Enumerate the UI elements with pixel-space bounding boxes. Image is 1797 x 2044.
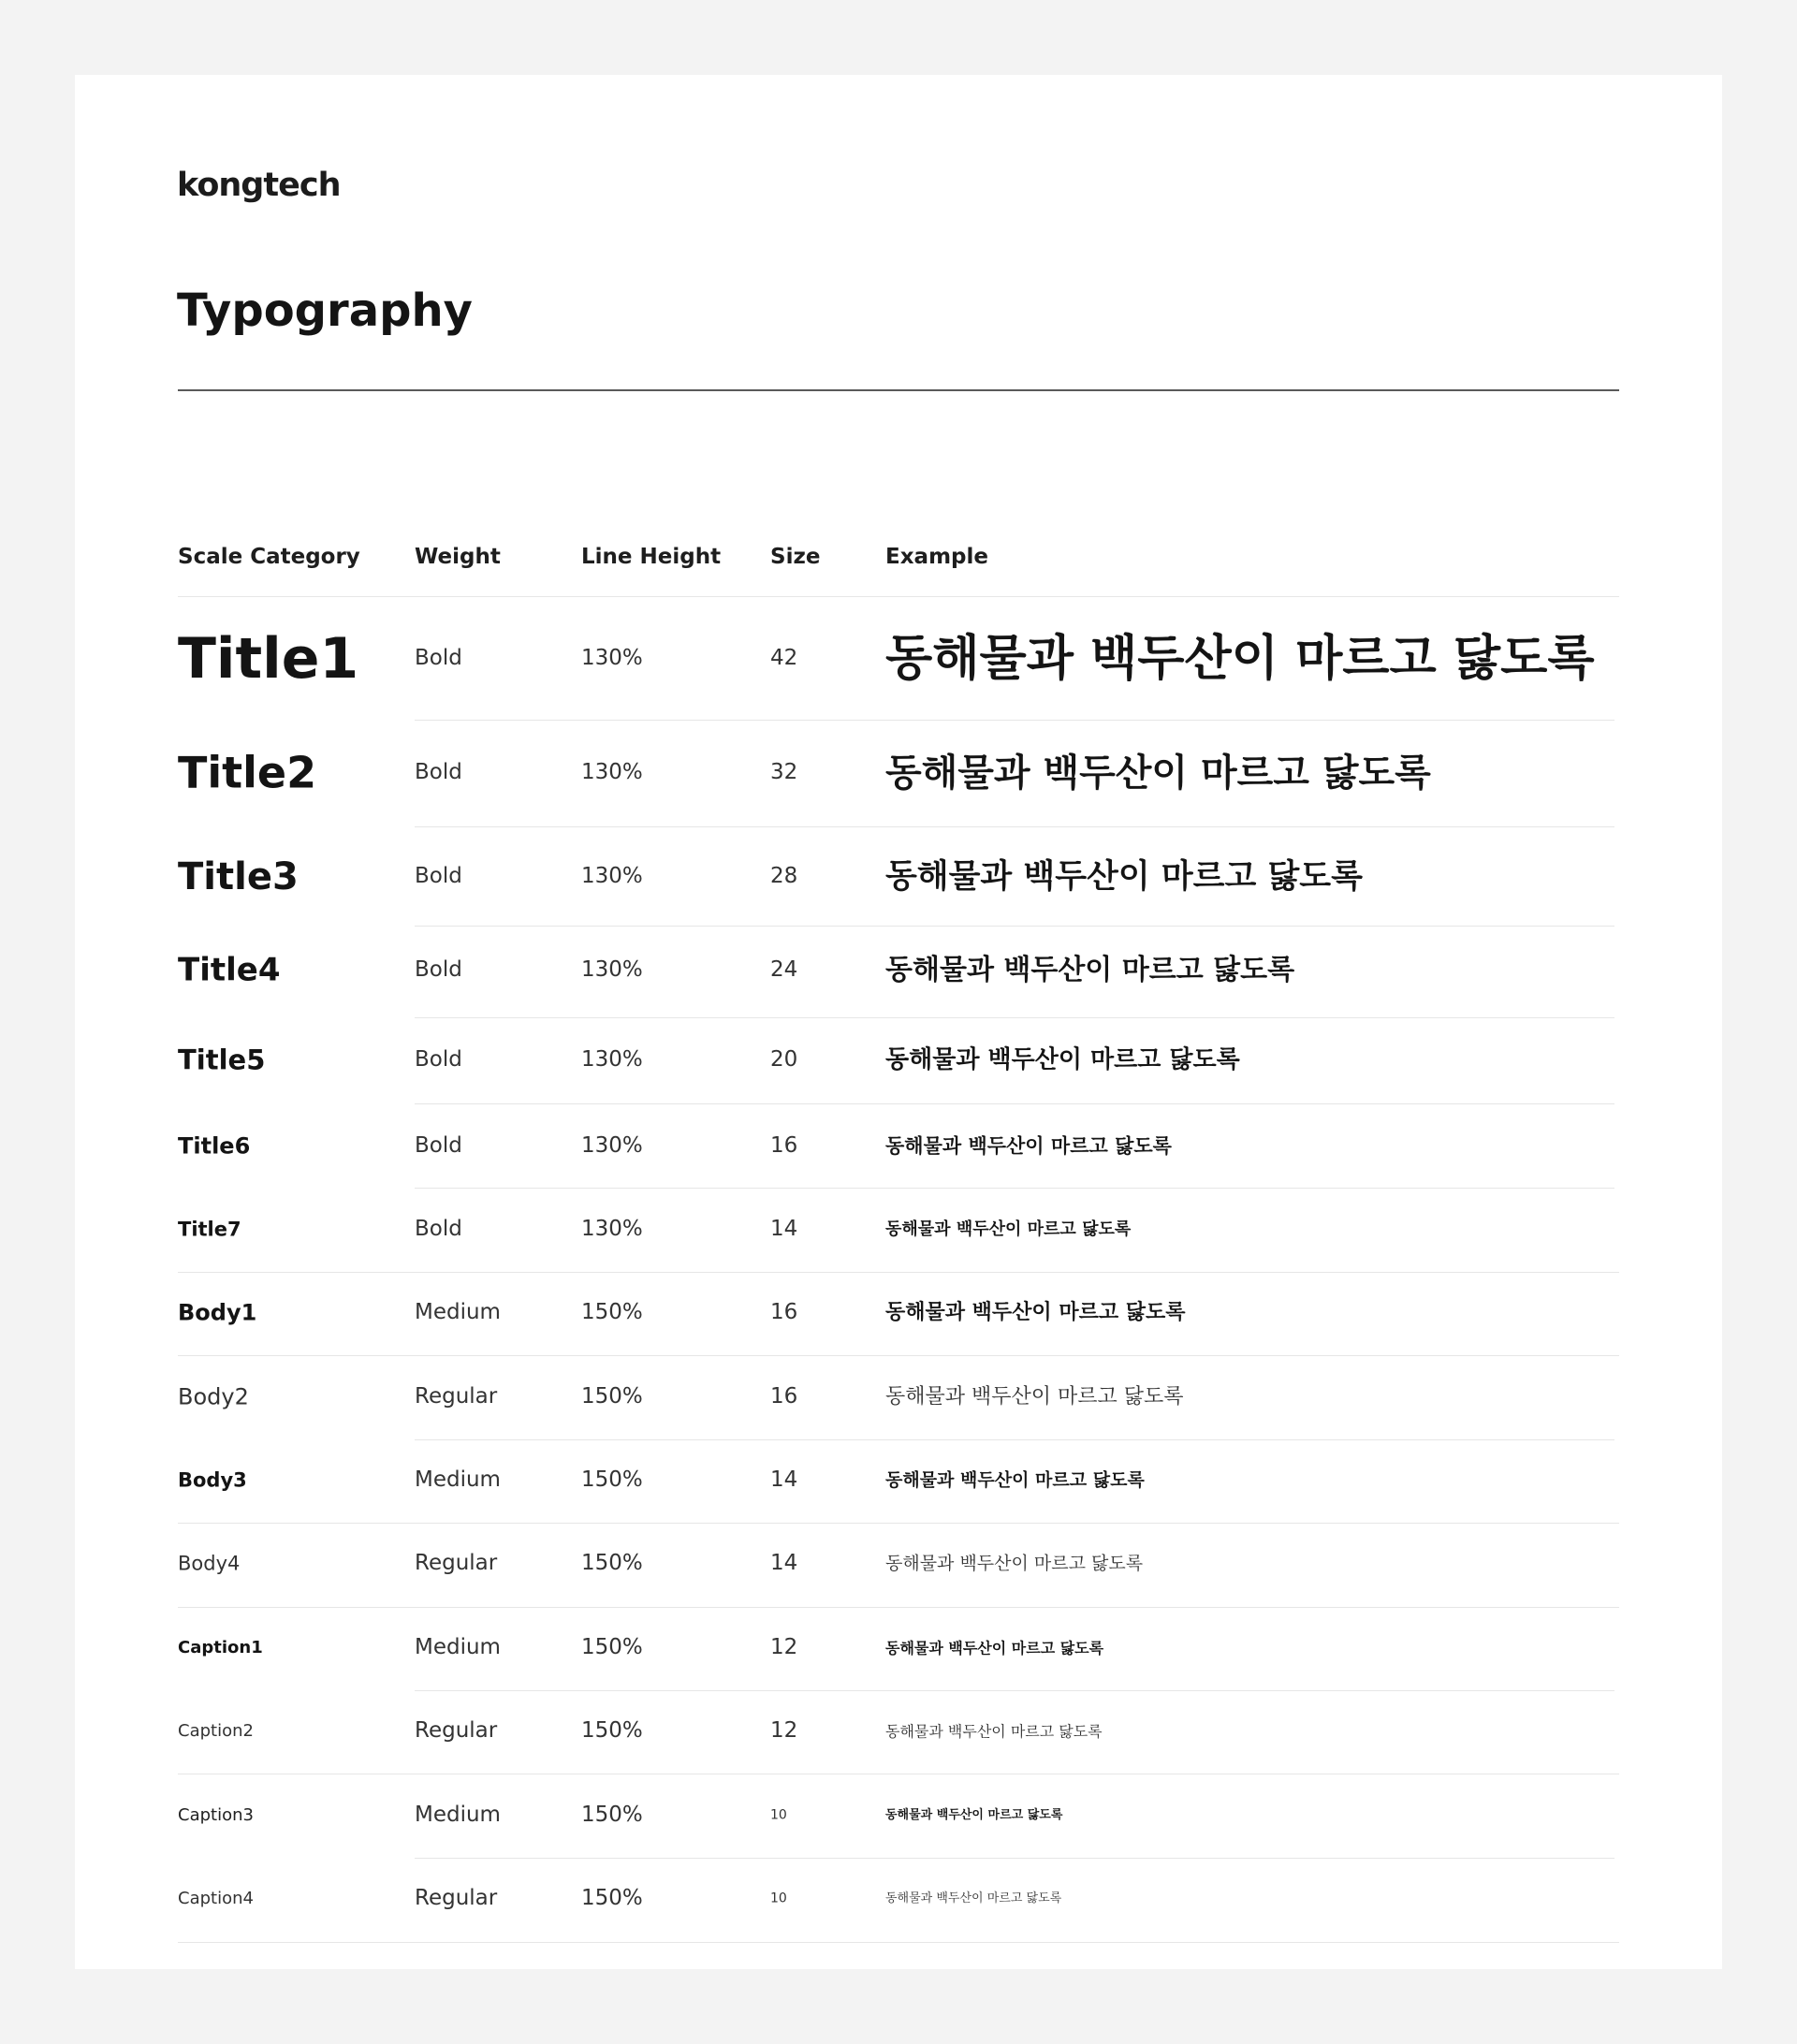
- size-value: 32: [770, 760, 798, 785]
- title-divider: [178, 389, 1619, 391]
- size-value: 14: [770, 1467, 798, 1493]
- scale-category-label: Caption3: [178, 1805, 254, 1826]
- row-divider: [415, 1858, 1614, 1859]
- example-text: 동해물과 백두산이 마르고 닳도록: [885, 1384, 1184, 1409]
- weight-value: Regular: [415, 1551, 498, 1576]
- size-value: 12: [770, 1635, 798, 1660]
- size-value: 20: [770, 1047, 798, 1073]
- scale-category-label: Body4: [178, 1552, 241, 1575]
- size-value: 24: [770, 957, 798, 983]
- example-text: 동해물과 백두산이 마르고 닳도록: [885, 1045, 1240, 1074]
- weight-value: Medium: [415, 1467, 501, 1493]
- weight-value: Bold: [415, 646, 462, 671]
- weight-value: Regular: [415, 1384, 498, 1409]
- row-divider: [178, 1355, 1619, 1356]
- row-divider: [415, 1690, 1614, 1691]
- weight-value: Regular: [415, 1886, 498, 1911]
- scale-category-label: Title1: [178, 626, 359, 692]
- typography-card: [75, 75, 1722, 1969]
- weight-value: Bold: [415, 957, 462, 983]
- row-divider: [415, 826, 1614, 827]
- scale-category-label: Caption2: [178, 1721, 254, 1742]
- header-size: Size: [770, 545, 821, 569]
- line-height-value: 130%: [581, 1217, 643, 1242]
- size-value: 14: [770, 1551, 798, 1576]
- example-text: 동해물과 백두산이 마르고 닳도록: [885, 1134, 1172, 1158]
- row-divider: [415, 1017, 1614, 1018]
- line-height-value: 130%: [581, 1133, 643, 1159]
- table-bottom-divider: [178, 1942, 1619, 1943]
- example-text: 동해물과 백두산이 마르고 닳도록: [885, 1891, 1062, 1906]
- header-example: Example: [885, 545, 988, 569]
- example-text: 동해물과 백두산이 마르고 닳도록: [885, 1300, 1186, 1324]
- weight-value: Bold: [415, 1217, 462, 1242]
- header-divider: [178, 596, 1619, 597]
- line-height-value: 150%: [581, 1384, 643, 1409]
- scale-category-label: Title7: [178, 1218, 241, 1241]
- example-text: 동해물과 백두산이 마르고 닳도록: [885, 1639, 1104, 1657]
- header-weight: Weight: [415, 545, 501, 569]
- line-height-value: 150%: [581, 1635, 643, 1660]
- weight-value: Medium: [415, 1300, 501, 1325]
- line-height-value: 150%: [581, 1803, 643, 1828]
- scale-category-label: Title3: [178, 855, 299, 898]
- example-text: 동해물과 백두산이 마르고 닳도록: [885, 1722, 1103, 1741]
- weight-value: Bold: [415, 1133, 462, 1159]
- size-value: 12: [770, 1718, 798, 1744]
- scale-category-label: Title6: [178, 1132, 251, 1160]
- example-text: 동해물과 백두산이 마르고 닳도록: [885, 954, 1295, 986]
- size-value: 10: [770, 1807, 787, 1823]
- size-value: 16: [770, 1384, 798, 1409]
- group-divider: [178, 1607, 1619, 1608]
- row-divider: [415, 1439, 1614, 1440]
- scale-category-label: Body1: [178, 1299, 257, 1326]
- row-divider: [415, 1103, 1614, 1104]
- line-height-value: 130%: [581, 864, 643, 889]
- scale-category-label: Body3: [178, 1468, 247, 1492]
- size-value: 16: [770, 1133, 798, 1159]
- size-value: 10: [770, 1891, 787, 1906]
- header-scale-category: Scale Category: [178, 545, 360, 569]
- line-height-value: 150%: [581, 1718, 643, 1744]
- scale-category-label: Title2: [178, 747, 317, 798]
- size-value: 42: [770, 646, 798, 671]
- example-text: 동해물과 백두산이 마르고 닳도록: [885, 752, 1431, 795]
- weight-value: Regular: [415, 1718, 498, 1744]
- example-text: 동해물과 백두산이 마르고 닳도록: [885, 858, 1363, 896]
- row-divider: [415, 720, 1614, 721]
- line-height-value: 150%: [581, 1551, 643, 1576]
- weight-value: Bold: [415, 1047, 462, 1073]
- example-text: 동해물과 백두산이 마르고 닳도록: [885, 1808, 1063, 1823]
- weight-value: Medium: [415, 1635, 501, 1660]
- example-text: 동해물과 백두산이 마르고 닳도록: [885, 1553, 1144, 1574]
- size-value: 16: [770, 1300, 798, 1325]
- weight-value: Medium: [415, 1803, 501, 1828]
- example-text: 동해물과 백두산이 마르고 닳도록: [885, 1219, 1132, 1240]
- line-height-value: 150%: [581, 1300, 643, 1325]
- page-title: Typography: [177, 285, 473, 337]
- scale-category-label: Title5: [178, 1044, 266, 1076]
- line-height-value: 130%: [581, 1047, 643, 1073]
- kongtech-logo: kongtech: [177, 167, 341, 204]
- scale-category-label: Caption4: [178, 1889, 254, 1909]
- size-value: 14: [770, 1217, 798, 1242]
- scale-category-label: Body2: [178, 1383, 249, 1410]
- row-divider: [415, 926, 1614, 927]
- row-divider: [178, 1523, 1619, 1524]
- line-height-value: 130%: [581, 760, 643, 785]
- line-height-value: 150%: [581, 1886, 643, 1911]
- scale-category-label: Caption1: [178, 1638, 263, 1658]
- scale-category-label: Title4: [178, 951, 281, 989]
- line-height-value: 130%: [581, 646, 643, 671]
- weight-value: Bold: [415, 760, 462, 785]
- line-height-value: 150%: [581, 1467, 643, 1493]
- line-height-value: 130%: [581, 957, 643, 983]
- weight-value: Bold: [415, 864, 462, 889]
- header-line-height: Line Height: [581, 545, 722, 569]
- example-text: 동해물과 백두산이 마르고 닳도록: [885, 630, 1595, 687]
- group-divider: [178, 1272, 1619, 1273]
- size-value: 28: [770, 864, 798, 889]
- row-divider: [415, 1188, 1614, 1189]
- example-text: 동해물과 백두산이 마르고 닳도록: [885, 1469, 1145, 1491]
